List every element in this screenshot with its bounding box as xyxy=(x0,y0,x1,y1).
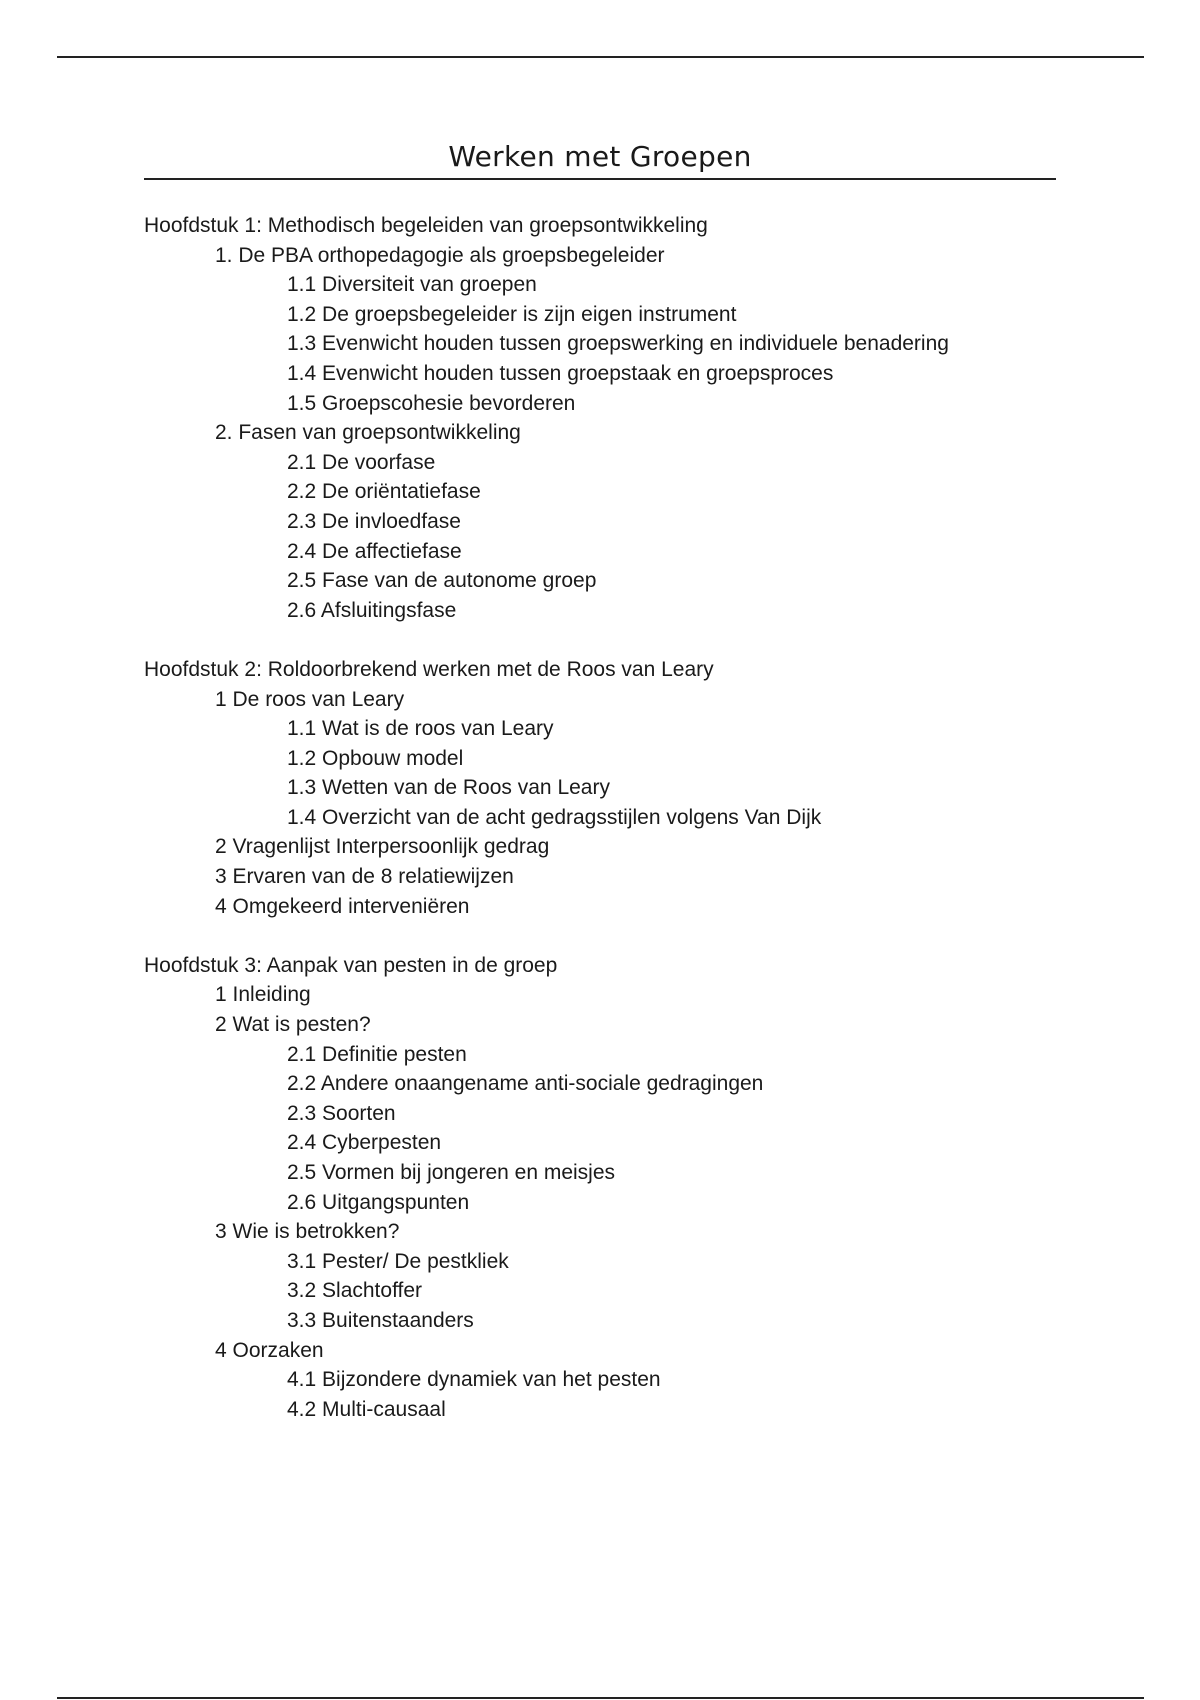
toc-subsection: 2.2 De oriëntatiefase xyxy=(287,480,481,504)
toc-subsection: 2.5 Fase van de autonome groep xyxy=(287,569,597,593)
toc-section: 4 Oorzaken xyxy=(215,1338,324,1362)
toc-subsection: 3.3 Buitenstaanders xyxy=(287,1308,474,1332)
toc-chapter-heading: Hoofdstuk 1: Methodisch begeleiden van groepsontwikkeling xyxy=(144,214,708,237)
toc-subsection: 2.5 Vormen bij jongeren en meisjes xyxy=(287,1161,616,1184)
toc-subsection: 4.2 Multi-causaal xyxy=(287,1397,446,1421)
toc-section: 2. Fasen van groepsontwikkeling xyxy=(215,421,521,445)
toc-subsection: 3.2 Slachtoffer xyxy=(287,1279,423,1303)
toc-chapter-heading: Hoofdstuk 3: Aanpak van pesten in de groep xyxy=(144,953,558,977)
toc-subsection: 1.3 Evenwicht houden tussen groepswerking en individuele benadering xyxy=(287,332,949,356)
toc-section: 1 Inleiding xyxy=(215,983,311,1007)
toc-subsection: 1.1 Diversiteit van groepen xyxy=(287,273,537,297)
toc-subsection: 1.4 Overzicht van de acht gedragsstijlen volgens Van Dijk xyxy=(287,805,822,829)
toc-subsection: 2.3 De invloedfase xyxy=(287,509,461,533)
toc-subsection: 2.1 Definitie pesten xyxy=(287,1042,467,1066)
toc-subsection: 2.6 Afsluitingsfase xyxy=(287,598,457,622)
page-bottom-rule xyxy=(57,1697,1144,1699)
toc-section: 2 Vragenlijst Interpersoonlijk gedrag xyxy=(215,835,550,859)
document-title: Werken met Groepen xyxy=(448,140,752,173)
toc-section: 1. De PBA orthopedagogie als groepsbegeleider xyxy=(215,243,665,267)
toc-section: 1 De roos van Leary xyxy=(215,687,405,711)
toc-section: 4 Omgekeerd interveniëren xyxy=(215,894,470,918)
toc-chapter xyxy=(144,211,1104,625)
document-title-block xyxy=(144,138,1056,180)
toc-subsection: 2.4 De affectiefase xyxy=(287,539,462,563)
toc-subsection: 2.2 Andere onaangename anti-sociale gedragingen xyxy=(287,1072,764,1096)
toc-subsection: 1.5 Groepscohesie bevorderen xyxy=(287,391,576,415)
toc-subsection: 2.4 Cyberpesten xyxy=(287,1131,442,1155)
toc-section: 3 Ervaren van de 8 relatiewijzen xyxy=(215,865,514,889)
toc-section: 2 Wat is pesten? xyxy=(215,1013,371,1037)
toc-subsection: 1.3 Wetten van de Roos van Leary xyxy=(287,776,610,800)
toc-chapter xyxy=(144,951,1104,1425)
page-top-rule xyxy=(57,56,1144,58)
toc-subsection: 1.2 De groepsbegeleider is zijn eigen instrument xyxy=(287,302,737,326)
toc-subsection: 4.1 Bijzondere dynamiek van het pesten xyxy=(287,1368,661,1392)
toc-subsection: 2.1 De voorfase xyxy=(287,450,436,474)
toc-subsection: 2.3 Soorten xyxy=(287,1101,396,1125)
toc-subsection: 1.4 Evenwicht houden tussen groepstaak en groepsproces xyxy=(287,361,834,385)
toc-section: 3 Wie is betrokken? xyxy=(215,1220,400,1244)
table-of-contents xyxy=(144,211,1104,1424)
toc-subsection: 2.6 Uitgangspunten xyxy=(287,1190,470,1214)
toc-subsection: 3.1 Pester/ De pestkliek xyxy=(287,1249,509,1273)
toc-chapter xyxy=(144,655,1104,921)
toc-subsection: 1.1 Wat is de roos van Leary xyxy=(287,717,554,741)
toc-subsection: 1.2 Opbouw model xyxy=(287,746,464,770)
toc-chapter-heading: Hoofdstuk 2: Roldoorbrekend werken met de Roos van Leary xyxy=(144,657,714,681)
